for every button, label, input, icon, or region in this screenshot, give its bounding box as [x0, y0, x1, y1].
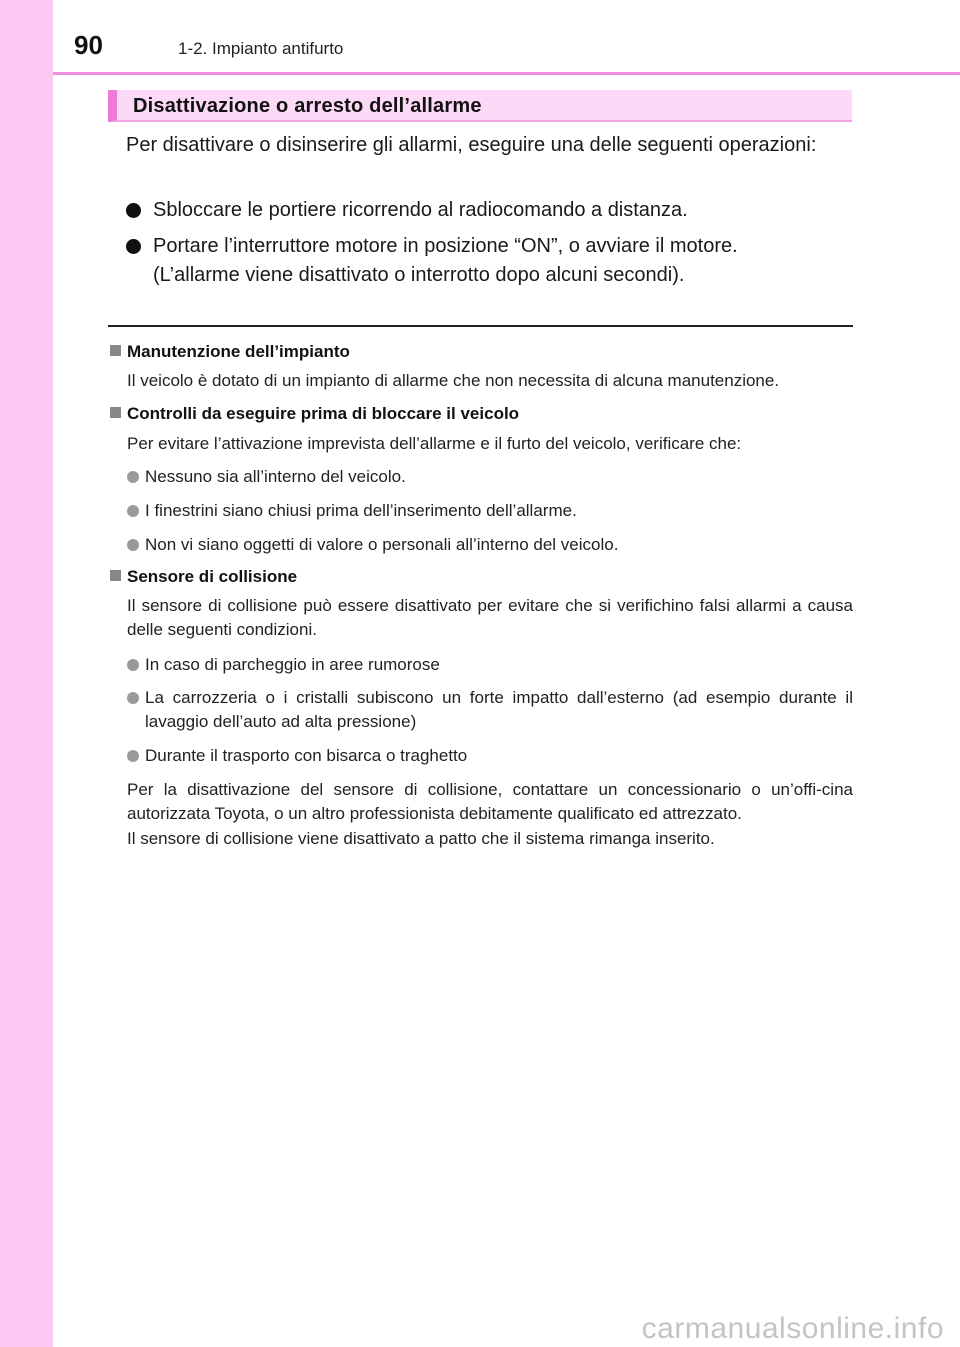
note-heading-maintenance: Manutenzione dell’impianto — [110, 342, 350, 362]
bullet-dot-icon — [127, 471, 139, 483]
main-bullet-text: Portare l’interruttore motore in posizione “ON”, o avviare il motore. (L’allarme viene disattivato o interrotto dopo alcuni secondi). — [153, 235, 738, 286]
intro-paragraph: Per disattivare o disinserire gli allarmi, eseguire una delle seguenti operazioni: — [126, 134, 817, 156]
sensor-bullet-3: Durante il trasporto con bisarca o traghetto — [127, 744, 853, 768]
note-heading-sensor: Sensore di collisione — [110, 567, 297, 587]
note-text-maintenance: Il veicolo è dotato di un impianto di allarme che non necessita di alcuna manutenzione. — [127, 371, 780, 390]
note-closing-line: Il sensore di collisione viene disattivato a patto che il sistema rimanga inserito. — [127, 829, 715, 848]
bullet-dot-icon — [127, 505, 139, 517]
square-bullet-icon — [110, 345, 121, 356]
section-title-box — [108, 90, 852, 122]
bullet-dot-icon — [126, 203, 141, 218]
main-bullet-1 — [126, 196, 852, 225]
main-bullet-2 — [126, 232, 852, 290]
note-heading-checks: Controlli da eseguire prima di bloccare il veicolo — [110, 404, 519, 424]
section-divider — [108, 325, 853, 327]
section-title: Disattivazione o arresto dell’allarme — [133, 95, 482, 117]
check-bullet-1: Nessuno sia all’interno del veicolo. — [127, 465, 853, 489]
watermark: carmanualsonline.info — [641, 1312, 944, 1345]
sensor-bullet-1: In caso di parcheggio in aree rumorose — [127, 653, 853, 677]
note-text-checks: Per evitare l’attivazione imprevista dell’allarme e il furto del veicolo, verificare che: — [127, 434, 742, 453]
section-breadcrumb: 1-2. Impianto antifurto — [178, 39, 344, 58]
bullet-dot-icon — [127, 692, 139, 704]
header-rule — [53, 72, 960, 75]
sensor-bullet-2: La carrozzeria o i cristalli subiscono un forte impatto dall’esterno (ad esempio durante il lavaggio dell’auto ad alta pressione) — [127, 686, 853, 734]
page-number: 90 — [74, 30, 103, 60]
side-color-band — [0, 0, 53, 1347]
main-bullet-text: Sbloccare le portiere ricorrendo al radiocomando a distanza. — [153, 199, 688, 221]
bullet-dot-icon — [126, 239, 141, 254]
bullet-dot-icon — [127, 539, 139, 551]
note-closing-paragraph: Per la disattivazione del sensore di collisione, contattare un concessionario o un’offi-cina autorizzata Toyota, o un altro professionista debitamente qualificato ed attrezzato. — [127, 780, 853, 823]
bullet-dot-icon — [127, 659, 139, 671]
check-bullet-2: I finestrini siano chiusi prima dell’inserimento dell’allarme. — [127, 499, 853, 523]
square-bullet-icon — [110, 570, 121, 581]
bullet-dot-icon — [127, 750, 139, 762]
note-text-sensor: Il sensore di collisione può essere disattivato per evitare che si verifichino falsi allarmi a causa delle seguenti condizioni. — [127, 596, 853, 639]
square-bullet-icon — [110, 407, 121, 418]
check-bullet-3: Non vi siano oggetti di valore o personali all’interno del veicolo. — [127, 533, 853, 557]
